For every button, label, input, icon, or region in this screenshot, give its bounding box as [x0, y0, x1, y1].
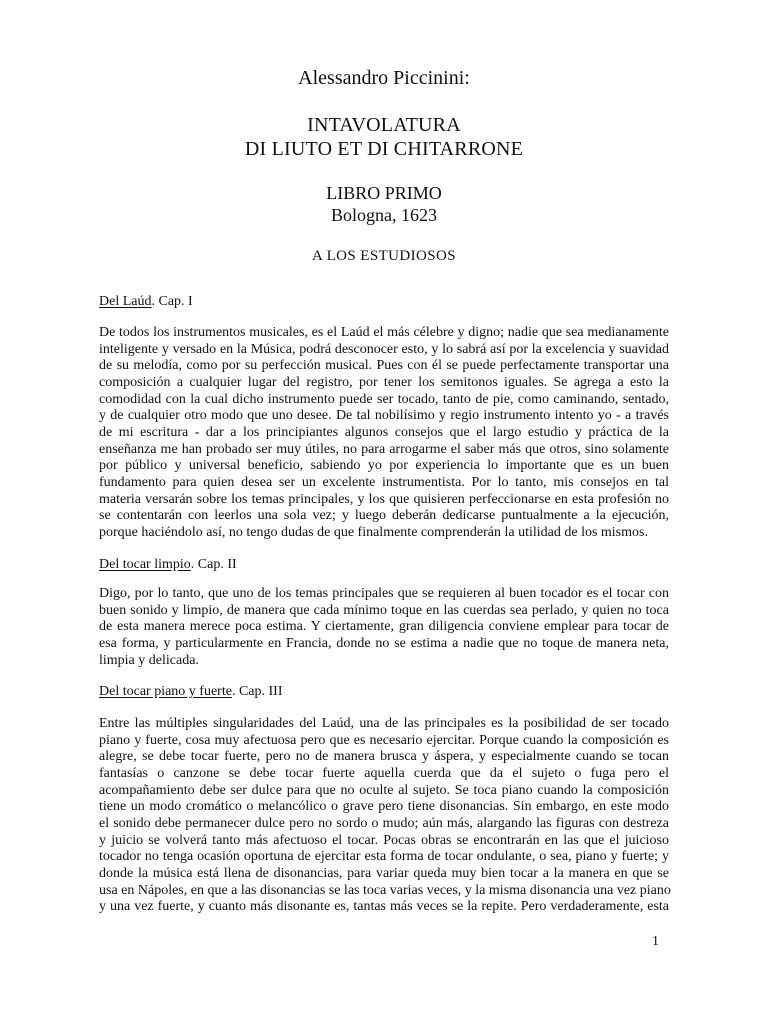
text-line: Digo, por lo tanto, que uno de los temas principales que se requieren al buen tocador es el tocar con — [99, 586, 669, 601]
section-del-tocar-piano-y-fuerte — [99, 683, 669, 916]
title-line-1: INTAVOLATURA — [307, 114, 461, 136]
text-line: tocador no tenga ocasión oportuna de ejercitar esta forma de tocar ondulante, o sea, piano y fuerte; y — [99, 849, 669, 865]
text-line: Entre las múltiples singularidades del Laúd, una de las principales es la posibilidad de ser tocado — [99, 716, 669, 731]
text-line: y de cualquier otro modo que uno desee. De tal nobilísimo y regio instrumento intento yo - a través — [99, 408, 669, 424]
section-cap: . Cap. II — [190, 557, 237, 572]
section-del-tocar-limpio — [99, 556, 669, 669]
title-line-2: DI LIUTO ET DI CHITARRONE — [244, 138, 524, 160]
section-del-laud — [99, 293, 669, 542]
text-line: fundamento para quien desea ser un excelente instrumentista. Por lo tanto, mis consejos en tal — [99, 474, 669, 490]
text-line: inteligente y versado en la Música, podrá desconocer esto, y lo sabrá así por la excelencia y suavidad — [99, 341, 669, 357]
text-line: donde la música está llena de disonancias, para variar queda muy bien tocar a la manera en que se — [99, 865, 669, 881]
work-title — [0, 113, 768, 161]
text-line: alegre, se debe tocar fuerte, pero no de manera brusca y áspera, y especialmente cuando se tocan — [99, 749, 669, 765]
text-line: materia versarán sobre los temas principales, y los que quisieren perfeccionarse en esta profesión no — [99, 491, 669, 507]
text-line: comodidad con la cual dicho instrumento puede ser tocado, tanto de pie, como caminando, sentado, — [99, 391, 669, 407]
text-line: y juicio se volverá tanto más afectuoso el tocar. Pocas obras se encontrarán en las que el juicioso — [99, 832, 669, 848]
text-line: usa en Nápoles, en que a las disonancias se las toca varias veces, y la misma disonancia una vez piano — [99, 882, 671, 898]
text-line: acompañamiento debe ser dulce para que no oculte al sujeto. Se toca piano cuando la composición — [99, 782, 669, 798]
section-heading — [99, 293, 669, 311]
section-paragraph — [99, 325, 669, 542]
dedication: A LOS ESTUDIOSOS — [312, 248, 456, 264]
section-title: Del tocar limpio — [99, 557, 191, 572]
book-info — [0, 182, 768, 226]
text-line: de esta manera merece poca estima. Y ciertamente, gran diligencia conviene emplear para tocar de — [99, 619, 669, 635]
section-cap: . Cap. I — [151, 294, 193, 309]
text-line: esa forma, y particularmente en Francia, donde no se estima a nadie que no toque de manera neta, — [99, 635, 669, 651]
book-title: LIBRO PRIMO — [326, 183, 442, 203]
text-line: porque haciéndolo así, no tengo dudas de que finalmente comprenderán la utilidad de los mismos. — [99, 524, 648, 540]
text-line: buen sonido y limpio, de manera que cada mínimo toque en las cuerdas sea perlado, y quien no toca — [99, 602, 669, 618]
section-paragraph — [99, 716, 669, 916]
section-title: Del Laúd — [99, 294, 152, 309]
page-number: 1 — [652, 934, 659, 949]
section-heading — [99, 556, 669, 574]
text-line: de mi escritura - dar a los principiantes algunos consejos que el largo estudio y práctica de la — [99, 424, 669, 440]
text-line: limpia y delicada. — [99, 652, 199, 668]
text-line: fantasías o canzone se debe tocar fuerte aquella cuerda que da el sujeto o fuga pero el — [99, 765, 669, 781]
author-name: Alessandro Piccinini: — [298, 67, 470, 89]
text-line: De todos los instrumentos musicales, es el Laúd el más célebre y digno; nadie que sea medianamente — [99, 325, 669, 340]
text-line: y una vez fuerte, y cuanto más disonante es, tantas más veces se la repite. Pero verdaderamente, esta — [99, 899, 669, 915]
text-line: piano y fuerte, cosa muy afectuosa pero que es necesario ejercitar. Porque cuando la composición es — [99, 732, 669, 748]
section-heading — [99, 683, 669, 701]
text-line: tiene un modo cromático o melancólico o grave pero tiene disonancias. Sin embargo, en este modo — [99, 799, 669, 815]
text-line: composición a cualquier lugar del registro, por tener los semitonos iguales. Se agrega a esto la — [99, 374, 669, 390]
section-paragraph — [99, 586, 669, 669]
text-line: el sonido debe permanecer dulce pero no sordo o mudo; aún más, alargando las figuras con destreza — [99, 815, 669, 831]
section-title: Del tocar piano y fuerte — [99, 684, 232, 699]
place-date: Bologna, 1623 — [331, 205, 437, 225]
text-line: por público y universal beneficio, sabiendo yo por experiencia lo importante que es un buen — [99, 458, 669, 474]
section-cap: . Cap. III — [231, 684, 283, 699]
text-line: de su melodía, como por su perfección musical. Pues con él se puede perfectamente transportar una — [99, 358, 669, 374]
text-line: se contentarán con leerlos una sola vez; y luego deberán dedicarse puntualmente a la ejecución, — [99, 508, 669, 524]
text-line: enseñanza me han probado ser muy útiles, no para arrogarme el saber más que otros, sino solamente — [99, 441, 669, 457]
